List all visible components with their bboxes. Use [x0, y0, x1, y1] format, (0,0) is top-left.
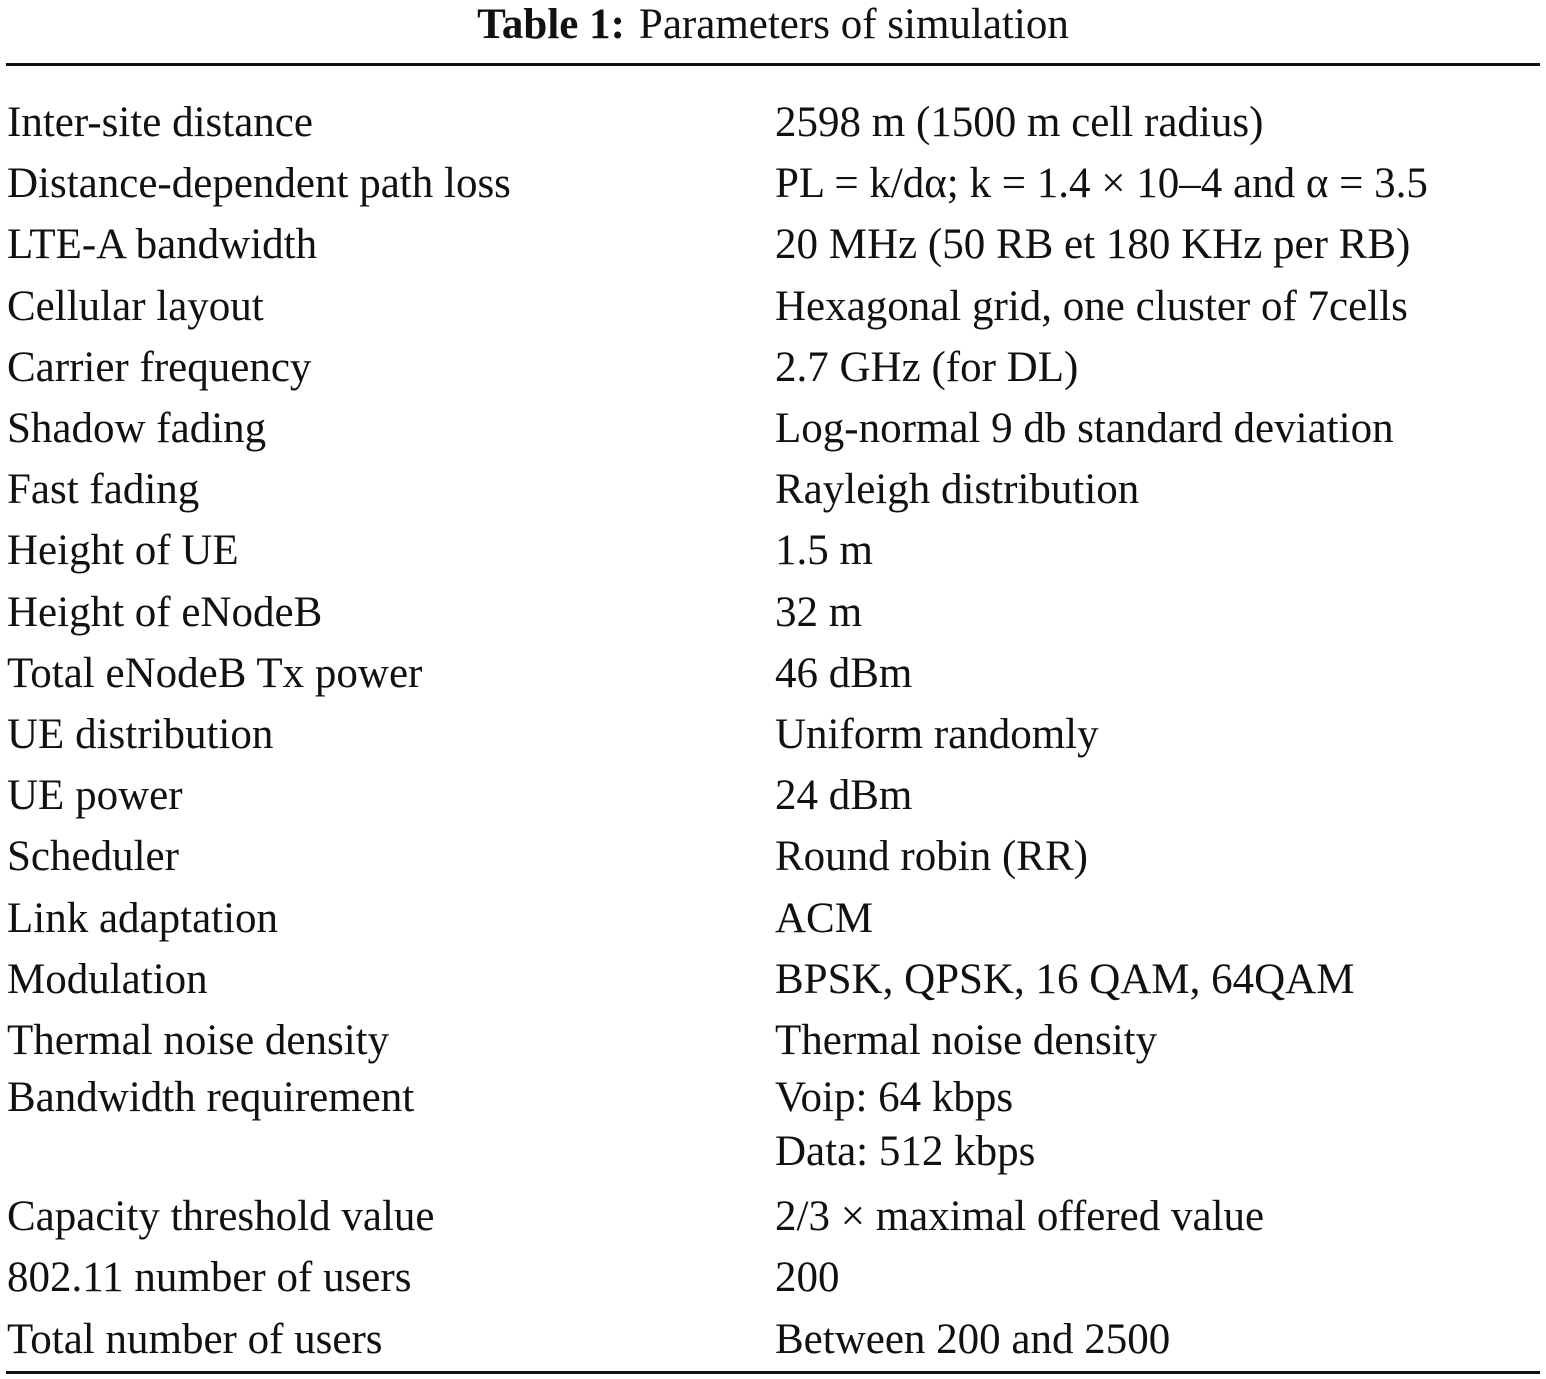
- table-row: [0, 214, 1546, 275]
- parameter-cell: Bandwidth requirement: [7, 1074, 415, 1122]
- value-cell: ACM: [775, 894, 873, 942]
- value-cell: Thermal noise density: [775, 1017, 1158, 1065]
- table-row: [0, 826, 1546, 887]
- table-row: [0, 1010, 1546, 1071]
- value-cell: Between 200 and 2500: [775, 1315, 1171, 1363]
- table-row: [0, 704, 1546, 765]
- table-row: [0, 643, 1546, 704]
- value-cell: PL = k/dα; k = 1.4 × 10–4 and α = 3.5: [775, 160, 1428, 208]
- table-top-rule: [6, 63, 1540, 66]
- value-cell: Uniform randomly: [775, 711, 1099, 759]
- parameter-cell: Modulation: [7, 955, 208, 1003]
- parameter-cell: LTE-A bandwidth: [7, 221, 318, 269]
- parameter-cell: Total number of users: [7, 1315, 383, 1363]
- parameter-cell: Link adaptation: [7, 894, 279, 942]
- parameters-table: [0, 92, 1546, 1370]
- table-row: [0, 765, 1546, 826]
- value-cell: 24 dBm: [775, 772, 913, 820]
- table-row: [0, 888, 1546, 949]
- parameter-cell: Fast fading: [7, 466, 200, 514]
- value-cell: Rayleigh distribution: [775, 466, 1140, 514]
- value-cell: BPSK, QPSK, 16 QAM, 64QAM: [775, 955, 1355, 1003]
- table-caption: [0, 0, 1546, 50]
- parameter-cell: Height of eNodeB: [7, 588, 323, 636]
- parameter-cell: Shadow fading: [7, 405, 267, 453]
- parameter-cell: Height of UE: [7, 527, 239, 575]
- value-cell: 200: [775, 1254, 840, 1302]
- value-cell: [775, 1071, 1035, 1179]
- parameter-cell: Scheduler: [7, 833, 179, 881]
- parameter-cell: Capacity threshold value: [7, 1193, 435, 1241]
- table-row: [0, 92, 1546, 153]
- table-row: [0, 337, 1546, 398]
- table-row: [0, 1071, 1546, 1186]
- value-cell: 46 dBm: [775, 649, 913, 697]
- value-cell: Log-normal 9 db standard deviation: [775, 405, 1394, 453]
- parameter-cell: 802.11 number of users: [7, 1254, 412, 1302]
- table-row: [0, 520, 1546, 581]
- parameter-cell: UE power: [7, 772, 183, 820]
- value-cell: 2.7 GHz (for DL): [775, 343, 1079, 391]
- parameter-cell: Inter-site distance: [7, 99, 313, 146]
- table-caption-text: Parameters of simulation: [638, 1, 1069, 48]
- table-row: [0, 1247, 1546, 1308]
- table-row: [0, 1186, 1546, 1247]
- table-row: [0, 153, 1546, 214]
- value-cell: 32 m: [775, 588, 863, 636]
- parameter-cell: Carrier frequency: [7, 343, 312, 391]
- table-row: [0, 398, 1546, 459]
- parameter-cell: Distance-dependent path loss: [7, 160, 511, 208]
- value-cell: Round robin (RR): [775, 833, 1088, 881]
- table-row: [0, 1309, 1546, 1370]
- value-cell: 2/3 × maximal offered value: [775, 1193, 1265, 1241]
- table-row: [0, 459, 1546, 520]
- table-row: [0, 582, 1546, 643]
- table-row: [0, 276, 1546, 337]
- value-cell: Hexagonal grid, one cluster of 7cells: [775, 282, 1408, 330]
- parameter-cell: Cellular layout: [7, 282, 264, 330]
- table-row: [0, 949, 1546, 1010]
- value-line: Voip: 64 kbps: [775, 1074, 1014, 1122]
- value-cell: 20 MHz (50 RB et 180 KHz per RB): [775, 221, 1411, 269]
- table-bottom-rule: [6, 1371, 1540, 1374]
- parameter-cell: UE distribution: [7, 711, 274, 759]
- value-line: Data: 512 kbps: [775, 1128, 1036, 1176]
- parameter-cell: Thermal noise density: [7, 1017, 390, 1065]
- value-cell: 1.5 m: [775, 527, 873, 575]
- value-cell: 2598 m (1500 m cell radius): [775, 99, 1264, 146]
- table-caption-label: Table 1:: [477, 1, 625, 48]
- parameter-cell: Total eNodeB Tx power: [7, 649, 423, 697]
